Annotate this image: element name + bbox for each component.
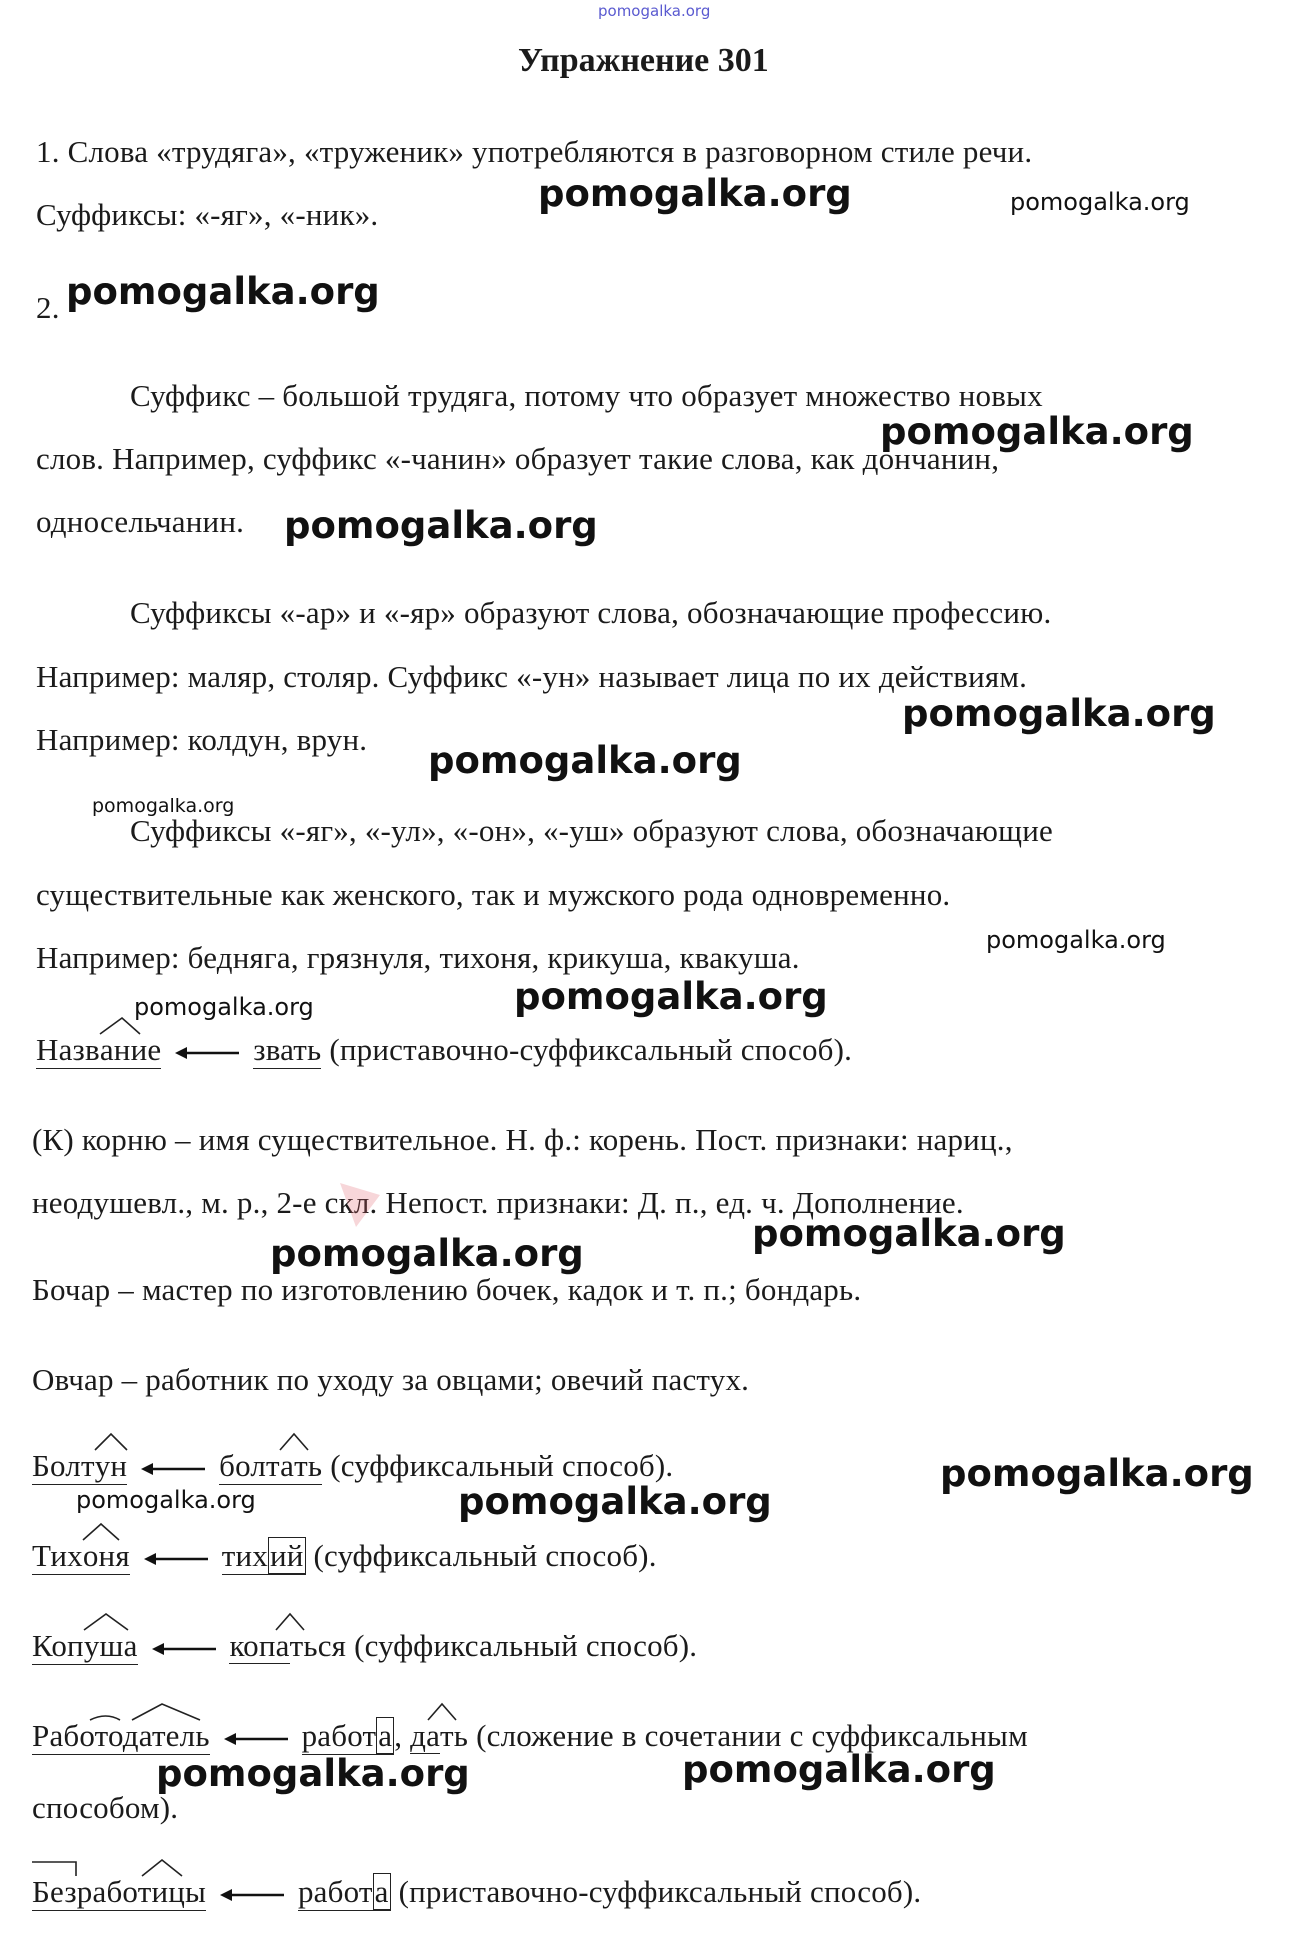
suffix-text: ание <box>99 1032 162 1067</box>
watermark: pomogalka.org <box>514 975 828 1018</box>
suffix <box>100 1032 162 1068</box>
bochar-definition: Бочар – мастер по изготовлению бочек, кадок и т. п.; бондарь. <box>32 1272 862 1307</box>
base-word <box>298 1874 391 1911</box>
word-part: Коп <box>32 1628 84 1663</box>
left-arrow-icon <box>220 1888 284 1902</box>
derived-word <box>32 1718 210 1755</box>
watermark: pomogalka.org <box>156 1752 470 1795</box>
p5-line3: Например: бедняга, грязнуля, тихоня, крикуша, квакуша. <box>36 940 800 975</box>
p2-label: 2. <box>36 290 60 325</box>
derived-word <box>32 1538 130 1575</box>
p3-line2: слов. Например, суффикс «-чанин» образует такие слова, как дончанин, <box>36 441 1000 476</box>
page-title: Упражнение 301 <box>518 42 769 79</box>
watermark: pomogalka.org <box>284 504 598 547</box>
base-ending: ть <box>294 1448 323 1483</box>
base-ending: ий <box>269 1538 304 1573</box>
formation-method: (суффиксальный способ). <box>354 1628 698 1663</box>
word-part: Болт <box>32 1448 95 1483</box>
ovchar-definition: Овчар – работник по уходу за овцами; овечий пастух. <box>32 1362 750 1397</box>
morph-line1: (К) корню – имя существительное. Н. ф.: корень. Пост. признаки: нариц., <box>32 1122 1013 1157</box>
watermark: pomogalka.org <box>458 1480 772 1523</box>
stamp-icon <box>330 1175 386 1231</box>
base-word <box>229 1628 346 1664</box>
suffix <box>84 1628 138 1664</box>
watermark: pomogalka.org <box>134 993 314 1021</box>
watermark: pomogalka.org <box>538 172 852 215</box>
rabotodatel-desc-cont: способом). <box>32 1790 179 1825</box>
base-stem: да <box>410 1718 441 1753</box>
derived-word <box>32 1448 127 1485</box>
left-arrow-icon <box>152 1642 216 1656</box>
base-suffix <box>440 1718 468 1754</box>
watermark: pomogalka.org <box>428 739 742 782</box>
suffix-text: уша <box>83 1628 138 1663</box>
base-stem: копа <box>229 1628 290 1663</box>
watermark: pomogalka.org <box>682 1748 996 1791</box>
word-text: Безработицы <box>32 1874 207 1909</box>
watermark: pomogalka.org <box>902 692 1216 735</box>
suffix-text: оня <box>82 1538 130 1573</box>
base-stem: работ <box>301 1718 377 1753</box>
formation-method: (суффиксальный способ). <box>313 1538 657 1573</box>
base-stem: тих <box>221 1538 268 1573</box>
base-ending: а <box>374 1874 389 1909</box>
p4-line3: Например: колдун, врун. <box>36 722 368 757</box>
base-stem: работ <box>297 1874 373 1909</box>
watermark: pomogalka.org <box>66 270 380 313</box>
morph-line2: неодушевл., м. р., 2-е скл. Непост. признаки: Д. п., ед. ч. Дополнение. <box>32 1185 964 1220</box>
base-suffix <box>294 1448 322 1484</box>
watermark: pomogalka.org <box>752 1212 1066 1255</box>
left-arrow-icon <box>175 1046 239 1060</box>
left-arrow-icon <box>144 1552 208 1566</box>
base-ending: ть <box>440 1718 469 1753</box>
watermark: pomogalka.org <box>76 1486 256 1514</box>
left-arrow-icon <box>224 1732 288 1746</box>
left-arrow-icon <box>141 1462 205 1476</box>
p3-line1: Суффикс – большой трудяга, потому что образует множество новых <box>130 378 1043 413</box>
watermark: pomogalka.org <box>986 926 1166 954</box>
base-suffix <box>290 1628 347 1664</box>
suffix <box>95 1448 128 1484</box>
p4-line2: Например: маляр, столяр. Суффикс «-ун» называет лица по их действиям. <box>36 659 1028 694</box>
base-word <box>222 1538 306 1575</box>
word-part: Тих <box>32 1538 83 1573</box>
p3-line3: односельчанин. <box>36 504 245 539</box>
word-text: Работодатель <box>32 1718 210 1753</box>
base-stem: болта <box>219 1448 295 1483</box>
p5-line2: существительные как женского, так и мужского рода одновременно. <box>36 877 951 912</box>
p1-line2: Суффиксы: «-яг», «-ник». <box>36 197 379 232</box>
base-stem: зва <box>253 1032 294 1067</box>
watermark: pomogalka.org <box>1010 188 1190 216</box>
watermark: pomogalka.org <box>92 795 235 817</box>
base-word-1 <box>302 1718 395 1755</box>
base-word-2 <box>410 1718 468 1754</box>
base-word <box>219 1448 322 1485</box>
base-ending: а <box>378 1718 393 1753</box>
word-analysis-kopusha <box>32 1628 697 1665</box>
formation-method: (приставочно-суффиксальный способ). <box>329 1032 853 1067</box>
p5-line1: Суффиксы «-яг», «-ул», «-он», «-уш» образуют слова, обозначающие <box>130 813 1053 848</box>
word-part: Назв <box>36 1032 100 1067</box>
top-watermark: pomogalka.org <box>598 2 711 20</box>
base-ending: ться <box>289 1628 347 1663</box>
word-analysis-nazvanie <box>36 1032 852 1069</box>
p1-line1: 1. Слова «трудяга», «труженик» употребляются в разговорном стиле речи. <box>36 134 1033 169</box>
watermark: pomogalka.org <box>940 1452 1254 1495</box>
suffix <box>83 1538 130 1574</box>
word-analysis-tihonya <box>32 1538 657 1575</box>
p4-line1: Суффиксы «-ар» и «-яр» образуют слова, обозначающие профессию. <box>130 595 1052 630</box>
watermark: pomogalka.org <box>270 1232 584 1275</box>
formation-method: (суффиксальный способ). <box>330 1448 674 1483</box>
comma: , <box>394 1718 403 1753</box>
derived-word <box>36 1032 161 1069</box>
base-ending: ть <box>293 1032 322 1067</box>
derived-word <box>32 1628 138 1665</box>
formation-method: (приставочно-суффиксальный способ). <box>398 1874 922 1909</box>
watermark: pomogalka.org <box>880 410 1194 453</box>
suffix-text: ун <box>94 1448 128 1483</box>
base-word <box>253 1032 321 1069</box>
formation-method: (сложение в сочетании с суффиксальным <box>476 1718 1028 1753</box>
